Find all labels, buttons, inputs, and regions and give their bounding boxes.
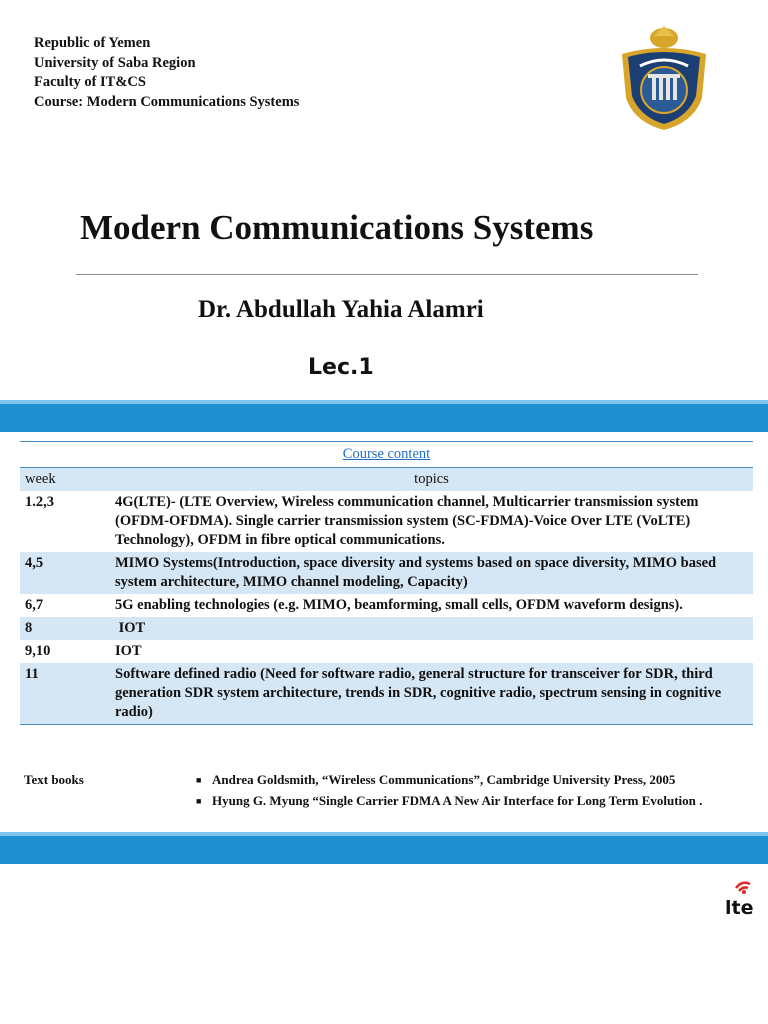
- topics-cell: IOT: [110, 617, 753, 640]
- topics-cell: 5G enabling technologies (e.g. MIMO, beamforming, small cells, OFDM waveform designs).: [115, 597, 683, 613]
- bottom-blue-band: [0, 832, 768, 864]
- textbook-entry: Hyung G. Myung “Single Carrier FDMA A New Air Interface for Long Term Evolution .: [212, 793, 703, 808]
- topics-cell: 4G(LTE)- (LTE Overview, Wireless communication channel, Multicarrier transmission system (OFDM-OFDMA). Single carrier transmission system (SC-FDMA)-Voice Over LTE (VoLTE) Technology), OFDM in fibre optical communications.: [115, 494, 699, 548]
- table-caption-cell: [20, 442, 753, 468]
- title-divider: [76, 274, 698, 275]
- table-caption-row: [20, 442, 753, 468]
- header-line-faculty: Faculty of IT&CS: [34, 74, 146, 90]
- author-name: Dr. Abdullah Yahia Alamri: [198, 296, 484, 323]
- week-cell: 9,10: [25, 643, 51, 659]
- lte-logo-icon: [722, 878, 764, 920]
- header-line-country: Republic of Yemen: [34, 35, 151, 51]
- textbooks-label: Text books: [24, 772, 84, 787]
- course-content-table: [20, 441, 753, 725]
- header-line-university: University of Saba Region: [34, 54, 196, 71]
- table-row: [20, 617, 753, 640]
- course-content-link[interactable]: Course content: [342, 446, 431, 462]
- table-row: [20, 594, 753, 617]
- week-cell: 6,7: [25, 597, 44, 613]
- week-cell: 1.2,3: [25, 494, 54, 510]
- top-blue-band: [0, 400, 768, 432]
- lecture-number: Lec.1: [308, 355, 374, 380]
- table-row: [20, 491, 753, 552]
- list-item: [196, 772, 736, 788]
- institution-header: [34, 34, 299, 112]
- textbook-entry: Andrea Goldsmith, “Wireless Communications”, Cambridge University Press, 2005: [212, 772, 676, 787]
- header-line-course: Course: Modern Communications Systems: [34, 93, 300, 110]
- week-cell: 11: [20, 663, 110, 725]
- column-header-week: week: [20, 468, 110, 492]
- textbooks-list: [196, 772, 736, 814]
- list-item: [196, 793, 736, 809]
- bullet-icon: ■: [196, 796, 202, 806]
- week-cell: 8: [20, 617, 110, 640]
- topics-cell: MIMO Systems(Introduction, space diversity and systems based on space diversity, MIMO based system architecture, MIMO channel modeling, Capacity): [110, 552, 753, 594]
- table-header-row: [20, 468, 753, 492]
- column-header-topics: topics: [110, 468, 753, 492]
- topics-cell: IOT: [115, 643, 142, 659]
- bullet-icon: ■: [196, 775, 202, 785]
- week-cell: 4,5: [20, 552, 110, 594]
- table-row: [20, 552, 753, 594]
- topics-cell: Software defined radio (Need for software radio, general structure for transceiver for SDR, third generation SDR system architecture, trends in SDR, cognitive radio, spectrum sensing in cognitive radio): [110, 663, 753, 725]
- university-crest-icon: [614, 24, 714, 134]
- table-row: [20, 663, 753, 725]
- lte-logo-text: lte: [725, 897, 754, 919]
- page-title: Modern Communications Systems: [80, 208, 594, 247]
- table-row: [20, 640, 753, 663]
